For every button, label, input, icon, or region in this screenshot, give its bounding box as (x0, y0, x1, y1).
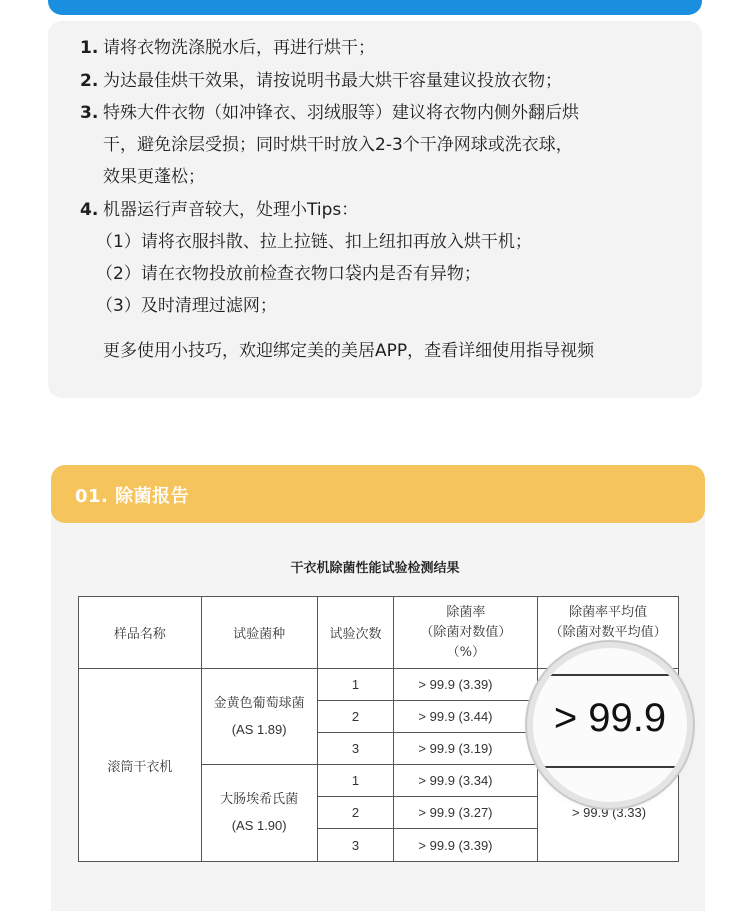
tip-text: （1）请将衣服抖散、拉上拉链、扣上纽扣再放入烘干机； (96, 232, 532, 252)
tip-sub-3 (96, 295, 277, 317)
run-number: 2 (317, 701, 394, 733)
strain-cell-2 (201, 765, 317, 862)
tip-item-4 (80, 199, 358, 221)
tip-number: 3. (80, 103, 99, 123)
run-number: 3 (317, 733, 394, 765)
tip-item-3-cont-1 (103, 134, 573, 156)
header-sample: 样品名称 (79, 597, 202, 669)
tip-text: 特殊大件衣物（如冲锋衣、羽绒服等）建议将衣物内侧外翻后烘 (103, 103, 579, 123)
tip-number: 4. (80, 200, 99, 220)
header-rate-line3: （%） (446, 644, 485, 660)
report-title: 01. 除菌报告 (75, 486, 190, 507)
tip-item-2 (80, 70, 562, 92)
tip-item-3-cont-2 (103, 166, 205, 188)
header-count: 试验次数 (317, 597, 394, 669)
tip-number: 2. (80, 71, 99, 91)
header-rate (394, 597, 538, 669)
run-number: 2 (317, 797, 394, 829)
average-value: > 99.9 (3.33) (571, 805, 647, 820)
run-value: > 99.9 (3.19) (394, 733, 538, 765)
tip-footer-text: 更多使用小技巧，欢迎绑定美的美居APP，查看详细使用指导视频 (103, 341, 595, 361)
tip-sub-2 (96, 263, 481, 285)
sample-name-cell: 滚筒干衣机 (79, 669, 202, 862)
magnified-value: > 99.9 (553, 696, 667, 740)
tip-text: 为达最佳烘干效果，请按说明书最大烘干容量建议投放衣物； (103, 71, 562, 91)
magnified-table-line (533, 674, 687, 676)
run-number: 3 (317, 829, 394, 862)
strain-cell-1 (201, 669, 317, 765)
table-title: 干衣机除菌性能试验检测结果 (290, 561, 460, 576)
header-avg-line2: （除菌对数平均值） (549, 625, 667, 640)
strain-code: (AS 1.89) (231, 721, 287, 737)
tip-text: 干，避免涂层受损；同时烘干时放入2-3个干净网球或洗衣球， (103, 135, 573, 155)
strain-name: 金黄色葡萄球菌 (213, 695, 305, 711)
tip-item-1 (80, 37, 375, 59)
run-number: 1 (317, 669, 394, 701)
run-value: > 99.9 (3.34) (394, 765, 538, 797)
run-number: 1 (317, 765, 394, 797)
header-avg-line1: 除菌率平均值 (569, 605, 648, 620)
strain-code: (AS 1.90) (231, 818, 287, 833)
tip-text: 请将衣物洗涤脱水后，再进行烘干； (103, 38, 375, 58)
top-header-bar (48, 0, 702, 15)
tip-text: （3）及时清理过滤网； (96, 296, 277, 316)
tip-text: （2）请在衣物投放前检查衣物口袋内是否有异物； (96, 264, 481, 284)
header-rate-line1: 除菌率 (446, 604, 486, 620)
header-strain: 试验菌种 (201, 597, 317, 669)
header-rate-line2: （除菌对数值） (420, 624, 512, 640)
report-header (51, 465, 705, 523)
tips-footer (103, 340, 594, 362)
magnifier-lens (533, 648, 687, 802)
run-value: > 99.9 (3.44) (394, 701, 538, 733)
tip-text: 效果更蓬松； (103, 167, 205, 187)
tip-item-3 (80, 102, 579, 124)
strain-name: 大肠埃希氏菌 (220, 792, 299, 807)
tip-sub-1 (96, 231, 532, 253)
tip-number: 1. (80, 38, 99, 58)
run-value: > 99.9 (3.39) (394, 829, 538, 862)
tip-text: 机器运行声音较大，处理小Tips： (103, 200, 359, 220)
run-value: > 99.9 (3.27) (394, 797, 538, 829)
run-value: > 99.9 (3.39) (394, 669, 538, 701)
magnified-table-line (533, 766, 687, 768)
